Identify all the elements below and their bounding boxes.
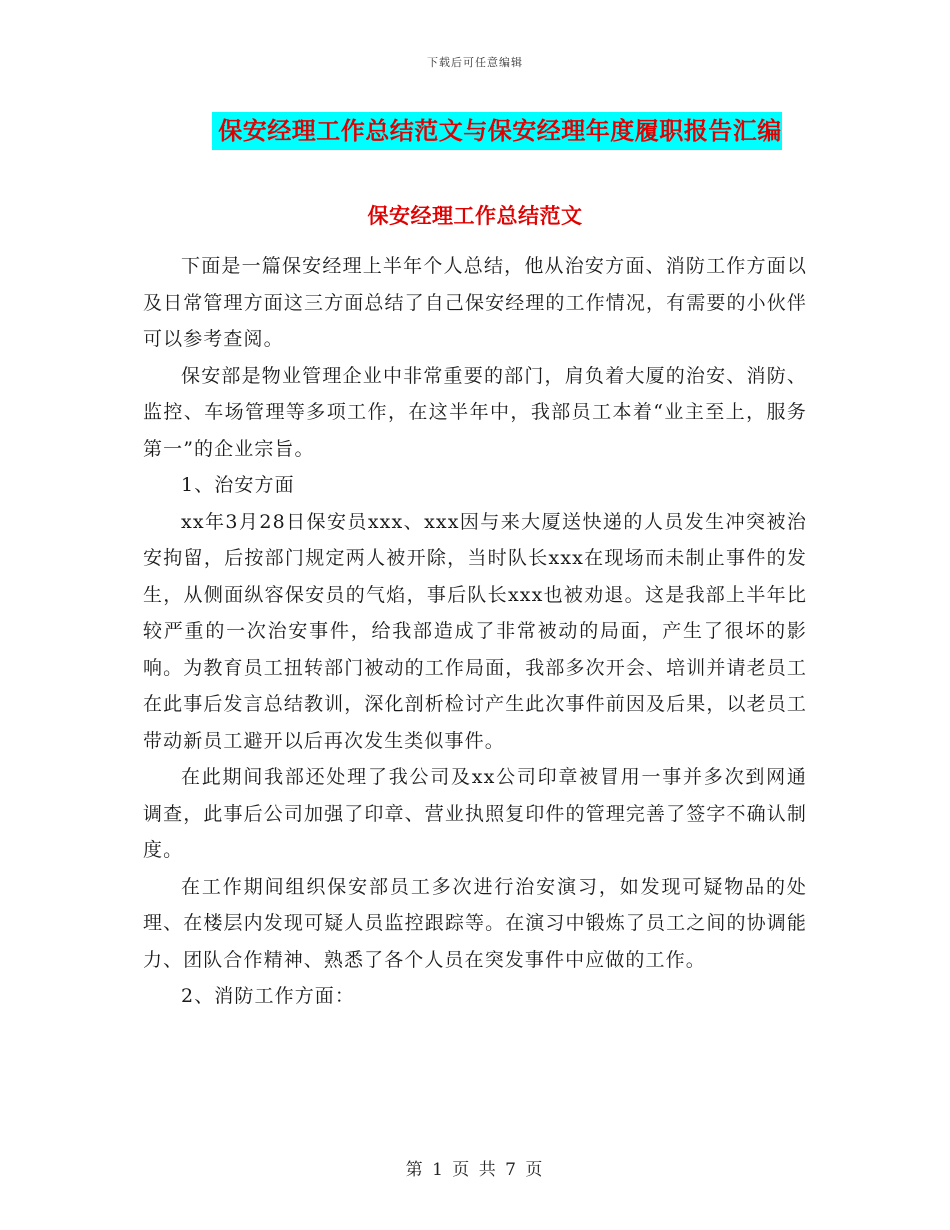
page-header-note: 下载后可任意编辑: [427, 56, 523, 69]
paragraph-incident: xx年3月28日保安员xxx、xxx因与来大厦送快递的人员发生冲突被治安拘留，后按部门规定两人被开除，当时队长xxx在现场而未制止事件的发生，从侧面纵容保安员的气焰，事后队长xxx也被劝退。这是我部上半年比较严重的一次治安事件，给我部造成了非常被动的局面，产生了很坏的影响。为教育员工扭转部门被动的工作局面，我部多次开会、培训并请老员工在此事后发言总结教训，深化剖析检讨产生此次事件前因及后果，以老员工带动新员工避开以后再次发生类似事件。: [143, 510, 807, 752]
heading-public-security: 1、治安方面: [181, 474, 295, 496]
paragraph-department: 保安部是物业管理企业中非常重要的部门，肩负着大厦的治安、消防、监控、车场管理等多项工作，在这半年中，我部员工本着“业主至上，服务第一”的企业宗旨。: [143, 364, 807, 460]
paragraph-intro: 下面是一篇保安经理上半年个人总结，他从治安方面、消防工作方面以及日常管理方面这三方面总结了自己保安经理的工作情况，有需要的小伙伴可以参考查阅。: [143, 255, 807, 350]
main-title-container: [0, 112, 950, 150]
paragraph-seal-misuse: 在此期间我部还处理了我公司及xx公司印章被冒用一事并多次到网通调查，此事后公司加强了印章、营业执照复印件的管理完善了签字不确认制度。: [143, 766, 807, 861]
document-body: [143, 248, 807, 1015]
heading-fire-safety: 2、消防工作方面：: [181, 985, 355, 1007]
section-title: 保安经理工作总结范文: [367, 203, 583, 228]
page-footer: 第 1 页 共 7 页: [405, 1160, 545, 1180]
paragraph-drills: 在工作期间组织保安部员工多次进行治安演习，如发现可疑物品的处理、在楼层内发现可疑人员监控跟踪等。在演习中锻炼了员工之间的协调能力、团队合作精神、熟悉了各个人员在突发事件中应做的工作。: [143, 875, 807, 971]
main-title: 保安经理工作总结范文与保安经理年度履职报告汇编: [212, 112, 782, 150]
